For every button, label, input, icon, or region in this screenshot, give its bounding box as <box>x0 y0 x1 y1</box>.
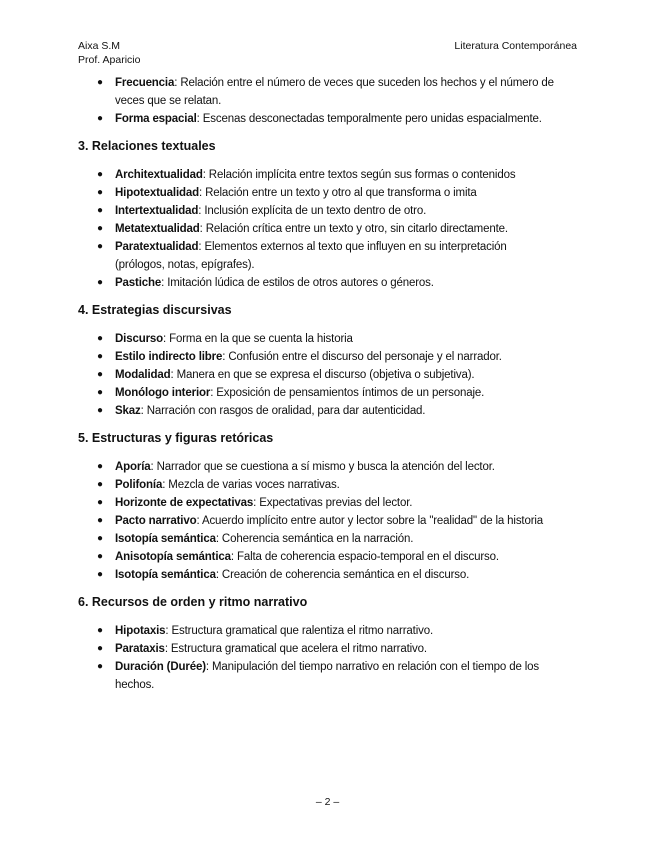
bullet-icon: ● <box>97 533 103 544</box>
bullet-icon: ● <box>97 387 103 398</box>
list-item <box>78 274 578 292</box>
list-item <box>78 330 578 348</box>
bullet-icon: ● <box>97 77 103 88</box>
term: Discurso <box>115 333 164 345</box>
list-item <box>78 384 578 402</box>
bullet-icon: ● <box>97 551 103 562</box>
section-heading: 4. Estrategias discursivas <box>78 303 232 317</box>
bullet-icon: ● <box>97 497 103 508</box>
definition-continuation: (prólogos, notas, epígrafes). <box>115 259 255 271</box>
term: Hipotextualidad <box>115 187 200 199</box>
list-item <box>78 74 578 110</box>
bullet-icon: ● <box>97 223 103 234</box>
term: Anisotopía semántica <box>115 551 231 563</box>
bullet-icon: ● <box>97 515 103 526</box>
list-item <box>78 640 578 658</box>
definition: : Narración con rasgos de oralidad, para dar autenticidad. <box>140 405 426 417</box>
term: Estilo indirecto libre <box>115 351 223 363</box>
definition: : Inclusión explícita de un texto dentro de otro. <box>198 205 427 217</box>
term: Forma espacial <box>115 113 197 125</box>
list-item <box>78 476 578 494</box>
definition-continuation: hechos. <box>115 679 155 691</box>
definition: : Estructura gramatical que acelera el ritmo narrativo. <box>164 643 427 655</box>
section-list <box>78 622 578 694</box>
list-item <box>78 238 578 274</box>
bullet-icon: ● <box>97 661 103 672</box>
term: Polifonía <box>115 479 163 491</box>
definition: : Elementos externos al texto que influyen en su interpretación <box>198 241 507 253</box>
definition: : Exposición de pensamientos íntimos de un personaje. <box>210 387 485 399</box>
bullet-icon: ● <box>97 461 103 472</box>
section-heading: 3. Relaciones textuales <box>78 139 216 153</box>
bullet-icon: ● <box>97 113 103 124</box>
definition: : Forma en la que se cuenta la historia <box>163 333 353 345</box>
bullet-icon: ● <box>97 643 103 654</box>
term: Architextualidad <box>115 169 203 181</box>
definition: : Confusión entre el discurso del personaje y el narrador. <box>222 351 502 363</box>
bullet-icon: ● <box>97 405 103 416</box>
section-heading: 5. Estructuras y figuras retóricas <box>78 431 274 445</box>
definition: : Relación entre un texto y otro al que transforma o imita <box>199 187 477 199</box>
definition: : Creación de coherencia semántica en el discurso. <box>215 569 470 581</box>
term: Hipotaxis <box>115 625 166 637</box>
term: Monólogo interior <box>115 387 211 399</box>
term: Isotopía semántica <box>115 533 216 545</box>
bullet-icon: ● <box>97 625 103 636</box>
definition: : Relación crítica entre un texto y otro, sin citarlo directamente. <box>199 223 508 235</box>
list-item <box>78 366 578 384</box>
professor-name: Prof. Aparicio <box>78 54 141 66</box>
definition: : Mezcla de varias voces narrativas. <box>162 479 340 491</box>
term: Duración (Durée) <box>115 661 206 673</box>
bullet-icon: ● <box>97 187 103 198</box>
bullet-icon: ● <box>97 569 103 580</box>
list-item <box>78 566 578 584</box>
list-item <box>78 548 578 566</box>
bullet-icon: ● <box>97 351 103 362</box>
definition: : Coherencia semántica en la narración. <box>215 533 414 545</box>
term: Parataxis <box>115 643 165 655</box>
definition: : Relación implícita entre textos según sus formas o contenidos <box>202 169 516 181</box>
section-heading: 6. Recursos de orden y ritmo narrativo <box>78 595 308 609</box>
definition: : Expectativas previas del lector. <box>253 497 413 509</box>
term: Metatextualidad <box>115 223 200 235</box>
section-list <box>78 458 578 584</box>
page-number: – 2 – <box>315 796 340 808</box>
definition: : Imitación lúdica de estilos de otros autores o géneros. <box>161 277 434 289</box>
list-item <box>78 622 578 640</box>
term: Isotopía semántica <box>115 569 216 581</box>
list-item <box>78 458 578 476</box>
page-header-left <box>78 39 140 67</box>
definition: : Relación entre el número de veces que suceden los hechos y el número de <box>174 77 554 89</box>
definition: : Manipulación del tiempo narrativo en relación con el tiempo de los <box>205 661 539 673</box>
list-item <box>78 658 578 694</box>
list-item <box>78 202 578 220</box>
list-item <box>78 402 578 420</box>
course-title: Literatura Contemporánea <box>454 40 577 52</box>
definition-continuation: veces que se relatan. <box>115 95 222 107</box>
list-item <box>78 110 578 128</box>
term: Skaz <box>115 405 141 417</box>
definition: : Escenas desconectadas temporalmente pero unidas espacialmente. <box>196 113 542 125</box>
list-item <box>78 512 578 530</box>
list-item <box>78 530 578 548</box>
section-list <box>78 166 578 292</box>
definition: : Narrador que se cuestiona a sí mismo y busca la atención del lector. <box>150 461 495 473</box>
document-body <box>78 74 578 704</box>
bullet-icon: ● <box>97 333 103 344</box>
definition: : Falta de coherencia espacio-temporal en el discurso. <box>230 551 499 563</box>
term: Modalidad <box>115 369 171 381</box>
sections <box>78 138 578 704</box>
definition: : Estructura gramatical que ralentiza el ritmo narrativo. <box>165 625 433 637</box>
intro-list <box>78 74 578 128</box>
list-item <box>78 184 578 202</box>
term: Pastiche <box>115 277 162 289</box>
list-item <box>78 166 578 184</box>
term: Horizonte de expectativas <box>115 497 254 509</box>
section-list <box>78 330 578 420</box>
bullet-icon: ● <box>97 169 103 180</box>
term: Aporía <box>115 461 151 473</box>
definition: : Manera en que se expresa el discurso (objetiva o subjetiva). <box>170 369 475 381</box>
term: Pacto narrativo <box>115 515 197 527</box>
bullet-icon: ● <box>97 205 103 216</box>
author-name: Aixa S.M <box>78 40 121 52</box>
bullet-icon: ● <box>97 479 103 490</box>
term: Frecuencia <box>115 77 175 89</box>
bullet-icon: ● <box>97 277 103 288</box>
list-item <box>78 220 578 238</box>
list-item <box>78 494 578 512</box>
definition: : Acuerdo implícito entre autor y lector sobre la "realidad" de la historia <box>196 515 544 527</box>
bullet-icon: ● <box>97 369 103 380</box>
bullet-icon: ● <box>97 241 103 252</box>
term: Intertextualidad <box>115 205 199 217</box>
list-item <box>78 348 578 366</box>
term: Paratextualidad <box>115 241 199 253</box>
